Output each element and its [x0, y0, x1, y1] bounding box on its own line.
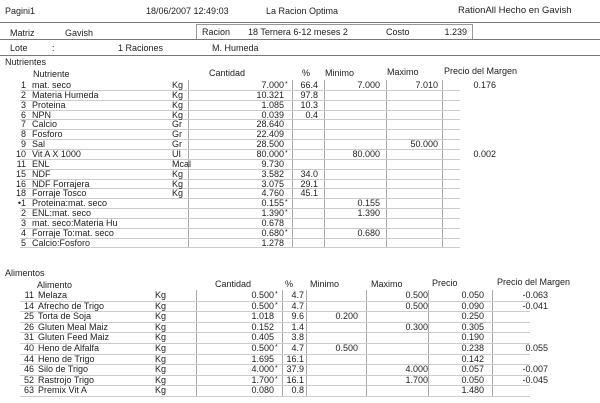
nut-row-no: 8	[20, 129, 26, 140]
ali-header-min: Minimo	[310, 279, 340, 289]
nut-row-no: 9	[20, 139, 26, 150]
ali-row-price: 0.190	[461, 332, 484, 343]
racion-label: Racion	[202, 27, 231, 37]
ali-row-max: 0.300	[405, 321, 428, 332]
ali-header-name: Alimento	[37, 280, 73, 290]
ali-row-margin: -0.045	[522, 374, 548, 385]
nut-row-name: Forraje Tosco	[32, 188, 87, 199]
nut-row-pct: 10.3	[300, 99, 318, 110]
info-divider	[0, 39, 600, 40]
nut-row-qty: 0.680	[261, 227, 284, 238]
nut-row-qty: 1.085	[261, 99, 284, 110]
nut-row-qty: 3.582	[261, 168, 284, 179]
ali-row-qty: 1.018	[251, 311, 274, 322]
nut-row-name: Materia Humeda	[32, 89, 99, 100]
nut-row-no: 1	[20, 80, 26, 90]
nut-row-name: Sal	[32, 139, 46, 150]
ali-header-max: Maximo	[371, 279, 403, 289]
nut-row-name: NDF Forrajera	[32, 178, 90, 189]
ali-row-price: 0.250	[461, 311, 484, 322]
ali-row-flag: *	[275, 291, 278, 298]
nut-row-no: 7	[20, 119, 26, 130]
nut-row-no: 10	[15, 148, 26, 159]
lote-divider	[0, 55, 600, 56]
nut-row-name: Fosforo	[32, 129, 63, 140]
ali-row-no: 40	[23, 343, 34, 353]
nut-row-name: mat. seco	[32, 80, 72, 90]
ali-row-qty: 0.500	[251, 343, 274, 353]
ali-row-qty: 0.500	[251, 290, 274, 300]
nut-row-qty: 4.760	[261, 188, 284, 199]
nut-header-cantidad: Cantidad	[209, 68, 246, 78]
nut-row-qty: 0.155	[261, 198, 284, 209]
ali-row-qty: 0.405	[251, 332, 274, 343]
nut-row-min: 0.680	[357, 227, 380, 238]
nut-row-no: •1	[17, 198, 26, 209]
nut-row-name: NDF	[32, 168, 51, 179]
ali-row-max: 0.500	[405, 300, 428, 311]
ali-row-qty: 0.080	[251, 385, 274, 396]
ali-row-price: 0.057	[461, 364, 484, 375]
nut-row-flag: *	[285, 209, 288, 217]
nut-row-unit: Kg	[172, 80, 184, 90]
matriz-label: Matriz	[10, 28, 35, 38]
nut-row-no: 6	[20, 109, 26, 120]
nut-row-qty: 7.000	[261, 80, 284, 90]
ali-row-price: 0.305	[461, 321, 484, 332]
ali-row-no: 46	[23, 364, 34, 375]
ali-row-pct: 4.7	[291, 300, 304, 311]
nut-header-min: Minimo	[325, 68, 355, 78]
nut-row-no: 11	[16, 158, 26, 169]
ali-row-unit: Kg	[155, 374, 167, 385]
nut-header-pct: %	[302, 68, 311, 78]
app-title: RationAll Hecho en Gavish	[458, 5, 572, 16]
nut-row-unit: Kg	[172, 89, 184, 100]
nut-row-no: 18	[15, 188, 26, 199]
ali-row-name: Torta de Soja	[38, 311, 92, 322]
ali-row-price: 0.050	[461, 290, 484, 300]
ali-row-margin: -0.041	[522, 300, 548, 311]
nut-row-qty: 0.039	[261, 109, 284, 120]
ali-row-price: 1.480	[461, 385, 484, 396]
nut-row-unit: Mcal	[172, 158, 192, 169]
ali-row-margin: -0.007	[522, 364, 548, 375]
ali-row-no: 52	[23, 374, 34, 385]
ali-header-margen: Precio del Margen	[497, 277, 571, 287]
nut-row-no: 3	[20, 217, 26, 228]
nut-row-max: 50.000	[410, 139, 438, 150]
ali-row-unit: Kg	[155, 332, 167, 343]
ali-row-name: Gluten Meal Maiz	[38, 321, 109, 332]
nut-row-min: 0.155	[357, 198, 380, 209]
nut-header-name: Nutriente	[33, 69, 70, 79]
nut-row-name: Proteina:mat. seco	[32, 198, 108, 209]
lote-value: 1 Raciones	[118, 43, 164, 53]
grid-vline	[442, 80, 443, 247]
ali-header-precio: Precio	[432, 278, 458, 288]
nut-header-max: Maximo	[387, 67, 419, 77]
top-divider	[0, 22, 600, 23]
nut-row-name: Forraje To:mat. seco	[32, 227, 114, 238]
ali-row-max: 4.000	[405, 364, 428, 375]
ali-row-unit: Kg	[155, 300, 167, 311]
ali-row-pct: 16.1	[286, 374, 304, 385]
nut-row-qty: 1.278	[261, 237, 284, 248]
ali-row-name: Afrecho de Trigo	[38, 300, 105, 311]
nut-row-max: 7.010	[415, 80, 438, 90]
ali-row-max: 0.500	[405, 290, 428, 300]
ali-row-margin: 0.055	[525, 343, 548, 353]
ali-row-pct: 4.7	[291, 290, 304, 300]
ali-row-name: Melaza	[38, 290, 68, 300]
nut-row-price: 0.176	[473, 80, 496, 90]
nut-row-no: 3	[20, 99, 26, 110]
nut-row-no: 5	[20, 237, 26, 248]
ali-row-pct: 3.8	[291, 332, 304, 343]
ali-row-min: 0.200	[335, 311, 358, 322]
ali-row-name: Silo de Trigo	[38, 364, 89, 375]
ali-row-pct: 37.9	[286, 364, 304, 375]
lote-sep: :	[52, 43, 55, 53]
nut-row-no: 15	[15, 168, 26, 179]
nut-row-qty: 0.678	[261, 217, 284, 228]
ali-header-cantidad: Cantidad	[215, 279, 252, 289]
ali-row-no: 26	[23, 321, 34, 332]
nut-row-no: 2	[20, 89, 26, 100]
matriz-value: Gavish	[65, 28, 94, 38]
ali-row-price: 0.142	[461, 353, 484, 364]
nut-row-qty: 22.409	[256, 129, 284, 140]
ali-row-unit: Kg	[155, 353, 167, 364]
nut-row-name: Calcio	[32, 119, 58, 130]
grid-vline	[386, 80, 387, 247]
nut-row-pct: 45.1	[300, 188, 318, 199]
ali-row-pct: 4.7	[291, 343, 304, 353]
ali-row-name: Rastrojo Trigo	[38, 374, 95, 385]
ali-row-unit: Kg	[155, 385, 167, 396]
nut-row-flag: *	[285, 199, 288, 207]
ali-row-name: Gluten Feed Maiz	[38, 332, 110, 343]
nut-row-name: mat. seco:Materia Hu	[32, 217, 118, 228]
ali-row-pct: 16.1	[286, 353, 304, 364]
nut-row-qty: 1.390	[261, 208, 284, 219]
ali-row-price: 0.238	[461, 343, 484, 353]
ali-row-qty: 1.695	[251, 353, 274, 364]
nut-row-qty: 3.075	[261, 178, 284, 189]
ali-row-unit: Kg	[155, 290, 167, 300]
nut-row-pct: 34.0	[300, 168, 318, 179]
report-datetime: 18/06/2007 12:49:03	[146, 6, 229, 16]
costo-value: 1.239	[444, 27, 467, 37]
nut-row-unit: Kg	[172, 99, 184, 110]
humeda-label: M. Humeda	[212, 43, 259, 53]
ali-row-flag: *	[275, 301, 278, 309]
ali-row-flag: *	[275, 365, 278, 373]
ali-row-unit: Kg	[155, 311, 167, 322]
nut-row-pct: 97.8	[300, 89, 318, 100]
ali-row-no: 63	[23, 385, 34, 396]
ali-row-name: Heno de Trigo	[38, 353, 95, 364]
grid-vline	[324, 80, 325, 247]
ali-row-unit: Kg	[155, 343, 167, 353]
nut-row-name: ENL:mat. seco	[32, 208, 92, 219]
nut-row-unit: Gr	[172, 129, 182, 140]
nut-row-qty: 80.000	[256, 148, 284, 159]
nut-row-name: Proteina	[32, 99, 66, 110]
ali-row-min: 0.500	[335, 343, 358, 353]
nut-row-unit: Gr	[172, 139, 182, 150]
nut-row-qty: 28.500	[256, 139, 284, 150]
nut-row-qty: 9.730	[261, 158, 284, 169]
nut-row-unit: Kg	[172, 109, 184, 120]
alimentos-title: Alimentos	[5, 268, 45, 278]
ali-row-name: Premix Vit A	[38, 385, 87, 396]
ali-row-flag: *	[275, 344, 278, 351]
ali-row-name: Heno de Alfalfa	[38, 343, 100, 353]
nut-row-pct: 29.1	[300, 178, 318, 189]
nut-row-unit: UI	[172, 148, 181, 159]
ali-row-qty: 1.700	[251, 374, 274, 385]
ali-row-no: 25	[23, 311, 34, 322]
nut-row-price: 0.002	[473, 148, 496, 159]
nut-row-unit: Kg	[172, 168, 184, 179]
nut-row-no: 16	[15, 178, 26, 189]
ali-row-qty: 0.500	[251, 300, 274, 311]
nut-row-name: NPN	[32, 109, 52, 120]
ali-row-no: 44	[23, 353, 34, 364]
ali-header-pct: %	[285, 279, 294, 289]
grid-vline	[292, 80, 293, 247]
lote-label: Lote	[10, 43, 28, 53]
nut-row-pct: 0.4	[305, 109, 318, 120]
ali-row-unit: Kg	[155, 364, 167, 375]
nut-row-flag: *	[285, 228, 288, 236]
nut-row-qty: 28.640	[256, 119, 284, 130]
nut-row-no: 2	[20, 208, 26, 219]
nut-row-min: 7.000	[357, 80, 380, 90]
ali-row-pct: 0.8	[291, 385, 304, 396]
nut-row-min: 1.390	[357, 208, 380, 219]
ali-row-no: 14	[23, 300, 34, 311]
racion-value: 18 Ternera 6-12 meses 2	[248, 27, 348, 37]
nut-row-unit: Gr	[172, 119, 182, 130]
nut-row-min: 80.000	[352, 148, 380, 159]
ali-row-price: 0.050	[461, 374, 484, 385]
nut-header-precio: Precio del Margen	[444, 66, 518, 76]
ali-row-no: 11	[24, 290, 34, 300]
nut-row-qty: 10.321	[256, 89, 284, 100]
nut-row-name: Vit A X 1000	[32, 148, 81, 159]
nut-row-name: ENL	[32, 158, 50, 169]
ali-row-qty: 4.000	[251, 364, 274, 375]
nut-row-unit: Kg	[172, 178, 184, 189]
ali-row-pct: 1.4	[291, 321, 304, 332]
nut-row-name: Calcio:Fosforo	[32, 237, 91, 248]
nutrientes-title: Nutrientes	[5, 57, 47, 67]
ali-row-max: 1.700	[405, 374, 428, 385]
ali-row-price: 0.090	[461, 300, 484, 311]
ali-row-no: 31	[23, 332, 34, 343]
ali-row-unit: Kg	[155, 321, 167, 332]
nut-row-pct: 66.4	[300, 80, 318, 90]
ali-row-flag: *	[275, 375, 278, 383]
nut-row-no: 4	[20, 227, 26, 238]
ali-row-pct: 9.6	[291, 311, 304, 322]
report-title: La Racion Optima	[266, 6, 339, 16]
nut-row-flag: *	[285, 149, 288, 157]
page-label: Pagini1	[5, 6, 36, 16]
nut-row-flag: *	[285, 81, 288, 88]
ali-row-qty: 0.152	[251, 321, 274, 332]
costo-label: Costo	[386, 27, 410, 37]
nut-row-unit: Kg	[172, 188, 184, 199]
ali-row-margin: -0.063	[522, 290, 548, 300]
